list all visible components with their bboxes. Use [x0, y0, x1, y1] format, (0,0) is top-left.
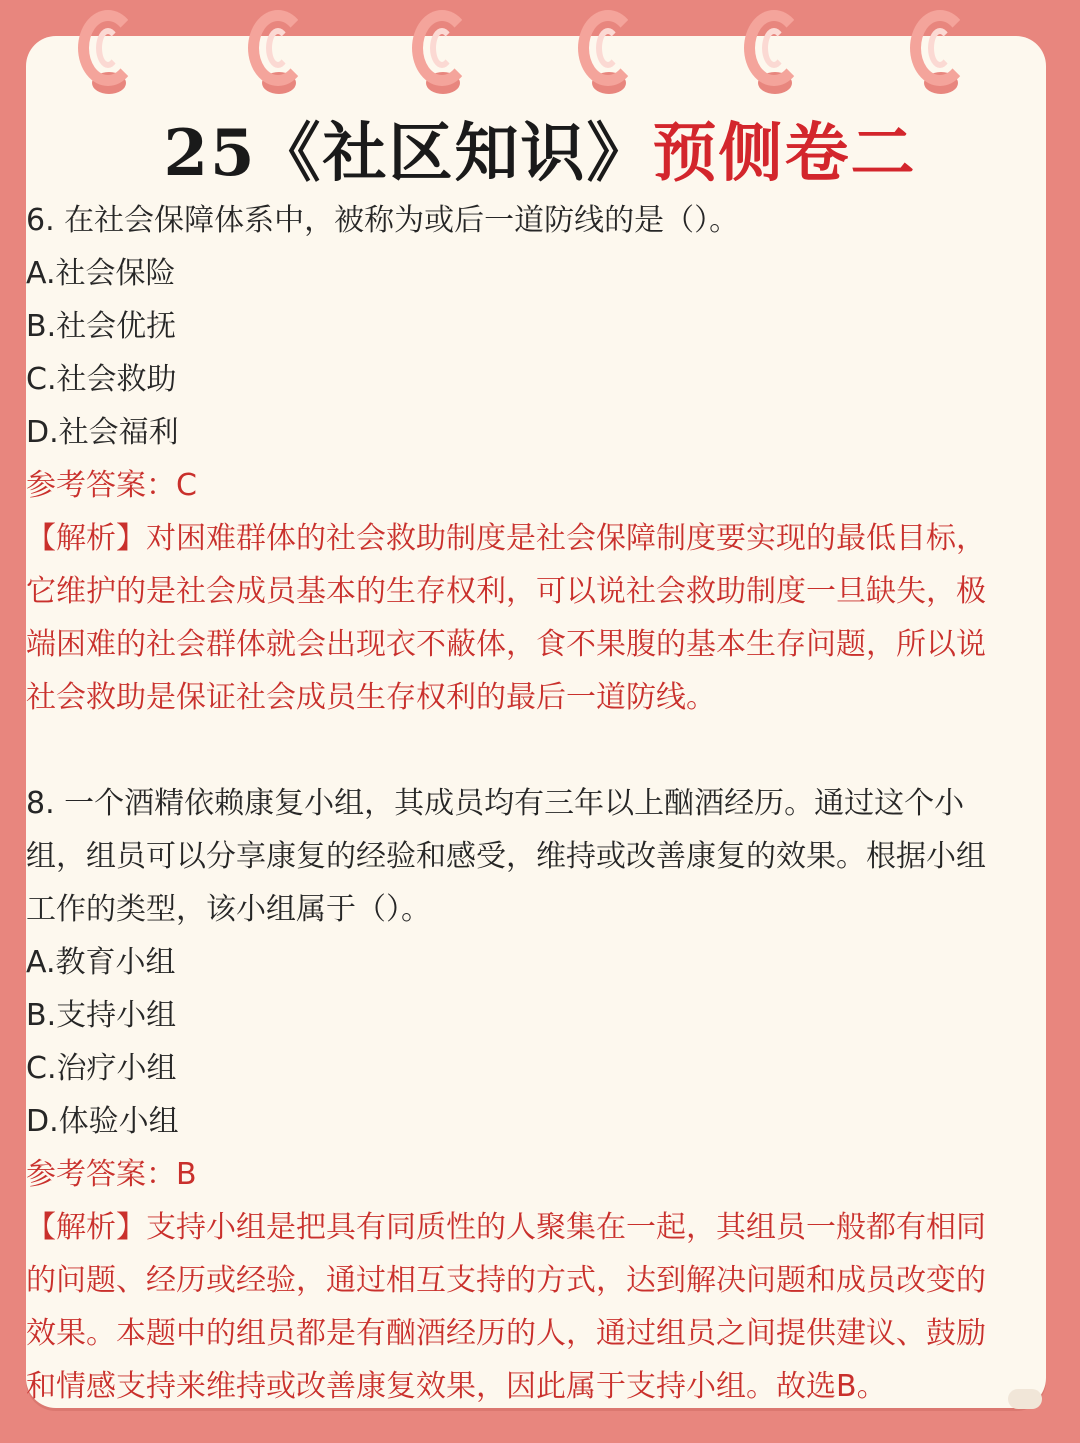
corner-watermark [1008, 1389, 1042, 1409]
answer-text: 参考答案：B [26, 1157, 197, 1192]
question-block-8 [26, 777, 1036, 1413]
question-block-6 [26, 194, 1036, 724]
question-text: 6. 在社会保障体系中，被称为或后一道防线的是（）。 [26, 203, 740, 238]
binder-ring-icon [744, 10, 804, 106]
question-text: 工作的类型，该小组属于（）。 [26, 892, 431, 927]
title-main: 25《社区知识》 [163, 116, 653, 191]
title-highlight: 预侧卷二 [652, 116, 917, 191]
binder-ring-icon [248, 10, 308, 106]
option-d: D.体验小组 [26, 1104, 179, 1139]
option-a: A.教育小组 [26, 945, 176, 980]
binder-ring-icon [412, 10, 472, 106]
analysis-line: 端困难的社会群体就会出现衣不蔽体，食不果腹的基本生存问题，所以说 [26, 627, 986, 662]
question-text: 组，组员可以分享康复的经验和感受，维持或改善康复的效果。根据小组 [26, 839, 986, 874]
question-text: 8. 一个酒精依赖康复小组，其成员均有三年以上酗酒经历。通过这个小 [26, 786, 965, 821]
answer-text: 参考答案：C [26, 468, 197, 503]
analysis-line: 效果。本题中的组员都是有酗酒经历的人，通过组员之间提供建议、鼓励 [26, 1316, 986, 1351]
analysis-line: 【解析】支持小组是把具有同质性的人聚集在一起，其组员一般都有相同 [26, 1210, 986, 1245]
option-b: B.支持小组 [26, 998, 177, 1033]
analysis-line: 和情感支持来维持或改善康复效果，因此属于支持小组。故选B。 [26, 1369, 887, 1404]
option-c: C.社会救助 [26, 362, 177, 397]
analysis-line: 的问题、经历或经验，通过相互支持的方式，达到解决问题和成员改变的 [26, 1263, 986, 1298]
binder-rings [0, 0, 1080, 110]
section-gap [26, 724, 1036, 777]
binder-ring-icon [910, 10, 970, 106]
option-d: D.社会福利 [26, 415, 179, 450]
option-b: B.社会优抚 [26, 309, 177, 344]
analysis-line: 社会救助是保证社会成员生存权利的最后一道防线。 [26, 680, 716, 715]
analysis-line: 【解析】对困难群体的社会救助制度是社会保障制度要实现的最低目标， [26, 521, 986, 556]
binder-ring-icon [78, 10, 138, 106]
analysis-line: 它维护的是社会成员基本的生存权利，可以说社会救助制度一旦缺失，极 [26, 574, 986, 609]
binder-ring-icon [578, 10, 638, 106]
option-c: C.治疗小组 [26, 1051, 177, 1086]
page-title [0, 112, 1080, 196]
question-content [26, 194, 1036, 1413]
option-a: A.社会保险 [26, 256, 176, 291]
